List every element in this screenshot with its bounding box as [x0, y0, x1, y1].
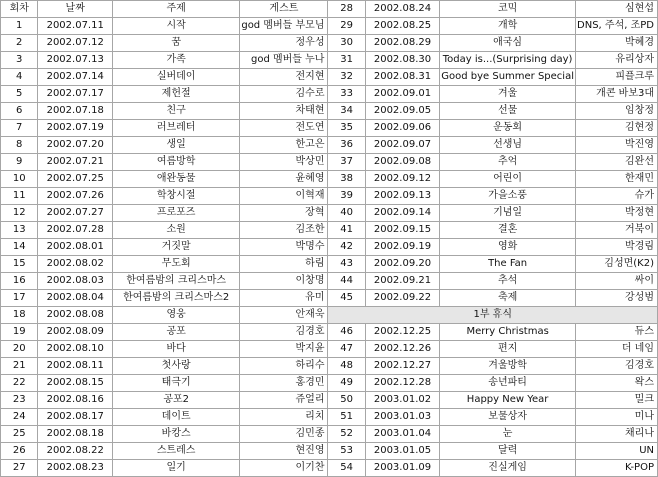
episode-guest: 박혜경 — [575, 35, 657, 52]
episode-date: 2002.07.11 — [38, 18, 113, 35]
episode-number: 2 — [1, 35, 38, 52]
table-row — [1, 375, 658, 392]
episode-guest: 김경호 — [575, 358, 657, 375]
episode-date: 2002.12.28 — [365, 375, 440, 392]
episode-number: 12 — [1, 205, 38, 222]
episode-topic: 영화 — [440, 239, 576, 256]
right-date: 2002.08.24 — [365, 1, 440, 18]
episode-topic: 편지 — [440, 341, 576, 358]
table-row — [1, 460, 658, 477]
episode-topic: 결혼 — [440, 222, 576, 239]
table-row — [1, 324, 658, 341]
episode-topic: 겨울방학 — [440, 358, 576, 375]
episode-guest: 거북이 — [575, 222, 657, 239]
table-row — [1, 154, 658, 171]
episode-guest: 박정현 — [575, 205, 657, 222]
episode-date: 2002.07.12 — [38, 35, 113, 52]
episode-number: 48 — [328, 358, 365, 375]
episode-guest: 한고은 — [240, 137, 328, 154]
episode-guest: 슈가 — [575, 188, 657, 205]
episode-number: 18 — [1, 307, 38, 324]
episode-guest: 하림 — [240, 256, 328, 273]
episode-date: 2002.12.25 — [365, 324, 440, 341]
episode-date: 2002.07.25 — [38, 171, 113, 188]
episode-guest: 이기찬 — [240, 460, 328, 477]
episode-guest: 리치 — [240, 409, 328, 426]
episode-date: 2002.07.13 — [38, 52, 113, 69]
episode-date: 2002.08.15 — [38, 375, 113, 392]
episode-number: 44 — [328, 273, 365, 290]
episode-date: 2002.09.06 — [365, 120, 440, 137]
episode-topic: 소원 — [112, 222, 239, 239]
episode-date: 2002.08.29 — [365, 35, 440, 52]
episode-date: 2003.01.09 — [365, 460, 440, 477]
episode-date: 2002.09.15 — [365, 222, 440, 239]
episode-number: 42 — [328, 239, 365, 256]
episode-number: 29 — [328, 18, 365, 35]
episode-guest: 왁스 — [575, 375, 657, 392]
episode-number: 39 — [328, 188, 365, 205]
episode-guest: 밀크 — [575, 392, 657, 409]
episode-date: 2002.09.14 — [365, 205, 440, 222]
episode-topic: 제헌절 — [112, 86, 239, 103]
episode-number: 43 — [328, 256, 365, 273]
episode-date: 2002.09.05 — [365, 103, 440, 120]
episode-guest: 쥬얼리 — [240, 392, 328, 409]
episode-guest: 홍경민 — [240, 375, 328, 392]
episode-number: 1 — [1, 18, 38, 35]
episode-guest: 싸이 — [575, 273, 657, 290]
episode-topic: 공포 — [112, 324, 239, 341]
episode-number: 23 — [1, 392, 38, 409]
episode-date: 2002.08.30 — [365, 52, 440, 69]
episode-topic: 애국심 — [440, 35, 576, 52]
episode-guest: god 멤버들 누나 — [240, 52, 328, 69]
episode-number: 3 — [1, 52, 38, 69]
episode-number: 51 — [328, 409, 365, 426]
episode-topic: 추석 — [440, 273, 576, 290]
episode-number: 31 — [328, 52, 365, 69]
episode-number: 32 — [328, 69, 365, 86]
episode-number: 38 — [328, 171, 365, 188]
episode-guest: 김조한 — [240, 222, 328, 239]
episode-date: 2002.09.13 — [365, 188, 440, 205]
episode-topic: 개학 — [440, 18, 576, 35]
episode-topic: 거짓말 — [112, 239, 239, 256]
episode-date: 2002.08.04 — [38, 290, 113, 307]
episode-number: 7 — [1, 120, 38, 137]
episode-guest: 윤혜영 — [240, 171, 328, 188]
episode-number: 46 — [328, 324, 365, 341]
episode-guest: 더 네임 — [575, 341, 657, 358]
episode-topic: 추억 — [440, 154, 576, 171]
header-row — [1, 1, 658, 18]
episode-topic: 태극기 — [112, 375, 239, 392]
episode-date: 2002.07.27 — [38, 205, 113, 222]
episode-date: 2002.08.08 — [38, 307, 113, 324]
episode-guest: 한재민 — [575, 171, 657, 188]
table-row — [1, 290, 658, 307]
episode-guest: 안재욱 — [240, 307, 328, 324]
episode-topic: 어린이 — [440, 171, 576, 188]
episode-guest: 김경호 — [240, 324, 328, 341]
table-row — [1, 171, 658, 188]
episode-date: 2002.09.20 — [365, 256, 440, 273]
episode-guest: 전지현 — [240, 69, 328, 86]
right-guest: 심현섭 — [575, 1, 657, 18]
episode-topic: 보물상자 — [440, 409, 576, 426]
episode-number: 10 — [1, 171, 38, 188]
episode-date: 2002.12.27 — [365, 358, 440, 375]
episode-guest: UN — [575, 443, 657, 460]
episode-number: 52 — [328, 426, 365, 443]
table-row — [1, 358, 658, 375]
episode-number: 11 — [1, 188, 38, 205]
episode-topic: 가을소풍 — [440, 188, 576, 205]
episode-date: 2002.07.17 — [38, 86, 113, 103]
episode-guest: 박경림 — [575, 239, 657, 256]
episode-topic: 운동회 — [440, 120, 576, 137]
episode-date: 2002.08.10 — [38, 341, 113, 358]
episode-number: 37 — [328, 154, 365, 171]
episode-date: 2002.08.16 — [38, 392, 113, 409]
episode-topic: 송년파티 — [440, 375, 576, 392]
episode-guest: 개콘 바보3대 — [575, 86, 657, 103]
episode-date: 2003.01.02 — [365, 392, 440, 409]
episode-number: 14 — [1, 239, 38, 256]
episode-guest: 미나 — [575, 409, 657, 426]
episode-topic: 학창시절 — [112, 188, 239, 205]
episode-number: 9 — [1, 154, 38, 171]
episode-number: 15 — [1, 256, 38, 273]
table-row — [1, 86, 658, 103]
episode-topic: 스트레스 — [112, 443, 239, 460]
episode-number: 30 — [328, 35, 365, 52]
episode-number: 34 — [328, 103, 365, 120]
episode-topic: 실버데이 — [112, 69, 239, 86]
episode-topic: 바다 — [112, 341, 239, 358]
episode-guest: K-POP — [575, 460, 657, 477]
episode-number: 50 — [328, 392, 365, 409]
episode-topic: 가족 — [112, 52, 239, 69]
episode-guest: 김완선 — [575, 154, 657, 171]
table-row — [1, 392, 658, 409]
table-row — [1, 103, 658, 120]
episode-guest: 장혁 — [240, 205, 328, 222]
episode-topic: 영웅 — [112, 307, 239, 324]
table-row — [1, 69, 658, 86]
episode-date: 2002.08.31 — [365, 69, 440, 86]
episode-number: 8 — [1, 137, 38, 154]
episode-number: 21 — [1, 358, 38, 375]
episode-topic: 선물 — [440, 103, 576, 120]
table-row — [1, 205, 658, 222]
episode-guest: 박명수 — [240, 239, 328, 256]
episode-guest: 채리나 — [575, 426, 657, 443]
table-row — [1, 188, 658, 205]
episode-date: 2002.09.19 — [365, 239, 440, 256]
episode-date: 2002.08.03 — [38, 273, 113, 290]
episode-number: 47 — [328, 341, 365, 358]
break-row: 1부 휴식 — [328, 307, 658, 324]
episode-topic: 친구 — [112, 103, 239, 120]
table-row — [1, 137, 658, 154]
episode-topic: Happy New Year — [440, 392, 576, 409]
episode-number: 33 — [328, 86, 365, 103]
episode-guest: 차태현 — [240, 103, 328, 120]
episode-date: 2002.07.19 — [38, 120, 113, 137]
episode-topic: 바캉스 — [112, 426, 239, 443]
episode-topic: 꿈 — [112, 35, 239, 52]
episode-topic: 여름방학 — [112, 154, 239, 171]
table-row — [1, 273, 658, 290]
episode-guest: 강성범 — [575, 290, 657, 307]
episode-topic: Merry Christmas — [440, 324, 576, 341]
episode-number: 16 — [1, 273, 38, 290]
episode-guest: 유미 — [240, 290, 328, 307]
episode-number: 19 — [1, 324, 38, 341]
episode-date: 2002.08.09 — [38, 324, 113, 341]
episode-guest: 박진영 — [575, 137, 657, 154]
episode-date: 2002.08.01 — [38, 239, 113, 256]
episode-number: 49 — [328, 375, 365, 392]
episode-topic: 공포2 — [112, 392, 239, 409]
header-episode: 회차 — [1, 1, 38, 18]
episode-number: 54 — [328, 460, 365, 477]
episode-number: 40 — [328, 205, 365, 222]
episode-number: 22 — [1, 375, 38, 392]
episode-date: 2002.07.18 — [38, 103, 113, 120]
episode-date: 2002.09.21 — [365, 273, 440, 290]
episode-date: 2002.07.26 — [38, 188, 113, 205]
episode-date: 2003.01.05 — [365, 443, 440, 460]
episode-topic: 무도회 — [112, 256, 239, 273]
episode-date: 2002.09.12 — [365, 171, 440, 188]
episode-topic: 축제 — [440, 290, 576, 307]
table-row — [1, 256, 658, 273]
table-row — [1, 426, 658, 443]
episode-topic: Good bye Summer Special — [440, 69, 576, 86]
header-topic: 주제 — [112, 1, 239, 18]
episode-topic: 눈 — [440, 426, 576, 443]
episode-number: 17 — [1, 290, 38, 307]
episode-date: 2002.08.18 — [38, 426, 113, 443]
episode-guest: 이창명 — [240, 273, 328, 290]
episode-date: 2002.09.22 — [365, 290, 440, 307]
episode-topic: 선생님 — [440, 137, 576, 154]
episode-topic: 진실게임 — [440, 460, 576, 477]
table-body — [1, 18, 658, 477]
episode-number: 53 — [328, 443, 365, 460]
episode-guest: 듀스 — [575, 324, 657, 341]
episode-topic: 생일 — [112, 137, 239, 154]
episode-date: 2002.07.14 — [38, 69, 113, 86]
episode-date: 2003.01.04 — [365, 426, 440, 443]
episode-date: 2002.08.22 — [38, 443, 113, 460]
header-guest: 게스트 — [240, 1, 328, 18]
table-row — [1, 52, 658, 69]
episode-guest: 유리상자 — [575, 52, 657, 69]
episode-guest: 김현정 — [575, 120, 657, 137]
episode-date: 2003.01.03 — [365, 409, 440, 426]
episode-date: 2002.12.26 — [365, 341, 440, 358]
episode-guest: 전도연 — [240, 120, 328, 137]
episode-topic: 애완동물 — [112, 171, 239, 188]
episode-guest: 김성면(K2) — [575, 256, 657, 273]
episode-date: 2002.08.11 — [38, 358, 113, 375]
episode-topic: The Fan — [440, 256, 576, 273]
episode-topic: 일기 — [112, 460, 239, 477]
episode-topic: 기념일 — [440, 205, 576, 222]
episode-guest: DNS, 주석, 조PD — [575, 18, 657, 35]
episode-guest: 이혁재 — [240, 188, 328, 205]
episode-date: 2002.09.07 — [365, 137, 440, 154]
episode-date: 2002.08.17 — [38, 409, 113, 426]
episode-guest: 현진영 — [240, 443, 328, 460]
episode-number: 25 — [1, 426, 38, 443]
episode-date: 2002.08.25 — [365, 18, 440, 35]
table-row — [1, 409, 658, 426]
table-row — [1, 239, 658, 256]
episode-topic: 시작 — [112, 18, 239, 35]
episode-date: 2002.08.23 — [38, 460, 113, 477]
episode-number: 13 — [1, 222, 38, 239]
episode-number: 5 — [1, 86, 38, 103]
episode-guest: 김민종 — [240, 426, 328, 443]
episode-topic: Today is...(Surprising day) — [440, 52, 576, 69]
episode-guest: 임창정 — [575, 103, 657, 120]
episode-topic: 러브레터 — [112, 120, 239, 137]
right-topic: 코믹 — [440, 1, 576, 18]
episode-number: 24 — [1, 409, 38, 426]
episode-number: 27 — [1, 460, 38, 477]
episode-topic: 데이트 — [112, 409, 239, 426]
episode-topic: 프로포즈 — [112, 205, 239, 222]
episode-topic: 첫사랑 — [112, 358, 239, 375]
episode-number: 36 — [328, 137, 365, 154]
episode-number: 4 — [1, 69, 38, 86]
table-row — [1, 222, 658, 239]
table-row — [1, 120, 658, 137]
episode-date: 2002.07.21 — [38, 154, 113, 171]
episode-guest: 정우성 — [240, 35, 328, 52]
episode-topic: 한여름밤의 크리스마스2 — [112, 290, 239, 307]
table-row — [1, 307, 658, 324]
episode-guest: 박상민 — [240, 154, 328, 171]
table-row — [1, 35, 658, 52]
episode-date: 2002.07.28 — [38, 222, 113, 239]
episode-guest: 박지윤 — [240, 341, 328, 358]
episode-date: 2002.08.02 — [38, 256, 113, 273]
table-row — [1, 18, 658, 35]
table-row — [1, 341, 658, 358]
episode-number: 41 — [328, 222, 365, 239]
episode-topic: 달력 — [440, 443, 576, 460]
right-episode: 28 — [328, 1, 365, 18]
episode-number: 35 — [328, 120, 365, 137]
episode-topic: 한여름밤의 크리스마스 — [112, 273, 239, 290]
episode-guest: 김수로 — [240, 86, 328, 103]
header-date: 날짜 — [38, 1, 113, 18]
episode-date: 2002.07.20 — [38, 137, 113, 154]
episode-topic: 겨울 — [440, 86, 576, 103]
episode-guest: god 멤버들 부모님 — [240, 18, 328, 35]
episode-guest: 하리수 — [240, 358, 328, 375]
episode-number: 26 — [1, 443, 38, 460]
table-row — [1, 443, 658, 460]
episode-number: 6 — [1, 103, 38, 120]
episode-guest: 피플크루 — [575, 69, 657, 86]
episode-number: 45 — [328, 290, 365, 307]
episode-date: 2002.09.08 — [365, 154, 440, 171]
episode-number: 20 — [1, 341, 38, 358]
episode-date: 2002.09.01 — [365, 86, 440, 103]
